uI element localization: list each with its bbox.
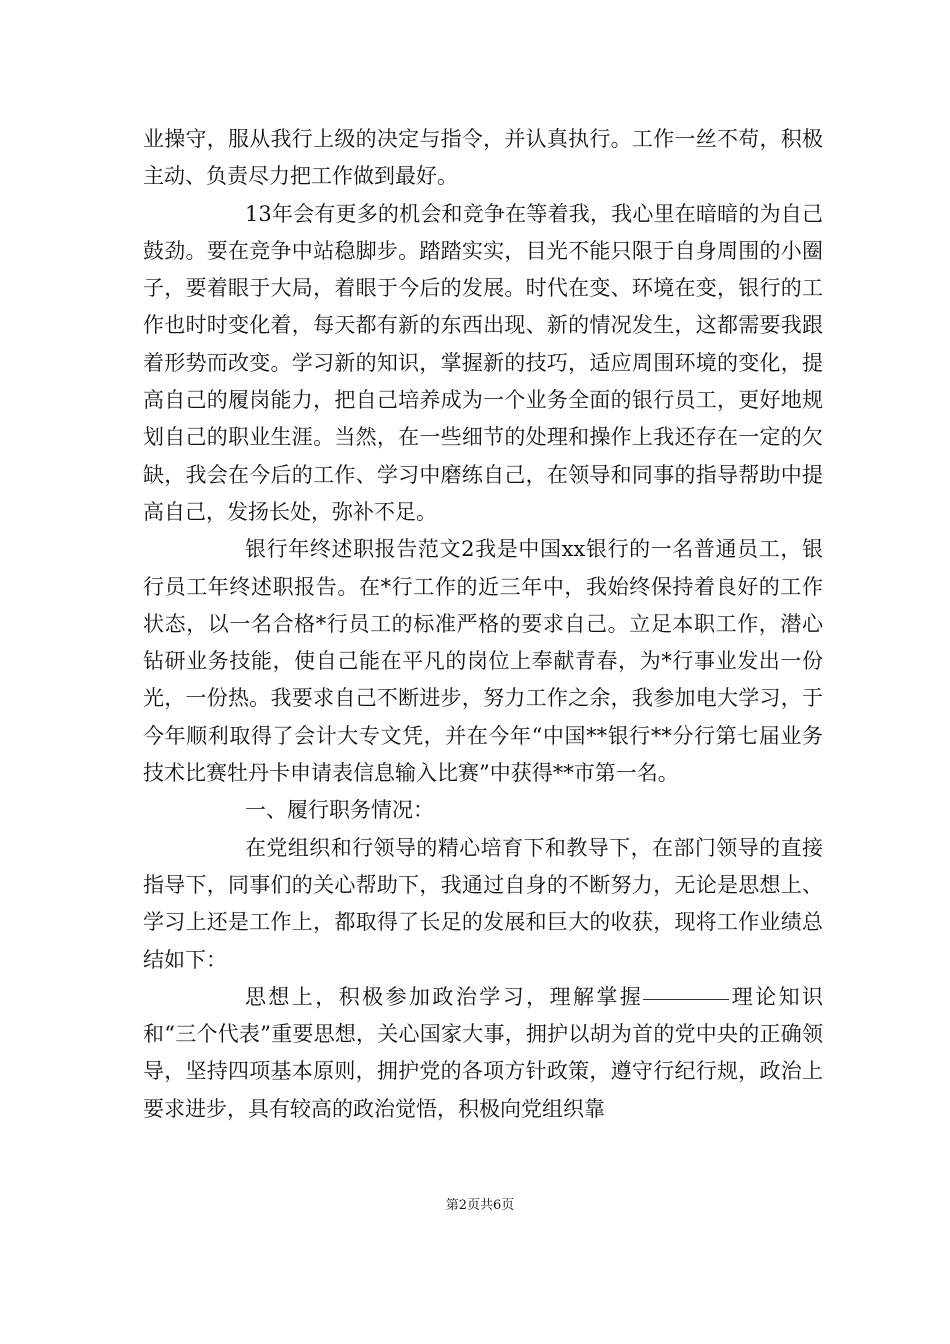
document-body: [143, 121, 823, 1128]
paragraph-year-outlook: 13年会有更多的机会和竞争在等着我，我心里在暗暗的为自己鼓劲。要在竞争中站稳脚步。踏踏实实，目光不能只限于自身周围的小圈子，要着眼于大局，着眼于今后的发展。时代在变、环境在变，银行的工作也时时变化着，每天都有新的东西出现、新的情况发生，这都需要我跟着形势而改变。学习新的知识，掌握新的技巧，适应周围环境的变化，提高自己的履岗能力，把自己培养成为一个业务全面的银行员工，更好地规划自己的职业生涯。当然，在一些细节的处理和操作上我还存在一定的欠缺，我会在今后的工作、学习中磨练自己，在领导和同事的指导帮助中提高自己，发扬长处，弥补不足。: [143, 201, 823, 524]
paragraph-report-sample-2: 银行年终述职报告范文2我是中国xx银行的一名普通员工，银行员工年终述职报告。在*行工作的近三年中，我始终保持着良好的工作状态，以一名合格*行员工的标准严格的要求自己。立足本职工作，潜心钻研业务技能，使自己能在平凡的岗位上奉献青春，为*行事业发出一份光，一份热。我要求自己不断进步，努力工作之余，我参加电大学习，于今年顺利取得了会计大专文凭，并在今年“中国**银行**分行第七届业务技术比赛牡丹卡申请表信息输入比赛”中获得**市第一名。: [143, 537, 823, 786]
paragraph-ideology: [143, 979, 823, 1128]
page-number: 第2页共6页: [445, 1198, 515, 1213]
underline-blank: [643, 998, 729, 1000]
ideology-text-after: 理论知识和“三个代表”重要思想，关心国家大事，拥护以胡为首的党中央的正确领导，坚持四项基本原则，拥护党的各项方针政策，遵守行纪行规，政治上要求进步，具有较高的政治觉悟，积极向党组织靠: [143, 984, 824, 1121]
page-footer: [0, 1197, 950, 1215]
ideology-text-before: 思想上，积极参加政治学习，理解掌握: [245, 984, 644, 1009]
section-heading-duties: 一、履行职务情况：: [245, 798, 434, 823]
paragraph-guidance: 在党组织和行领导的精心培育下和教导下，在部门领导的直接指导下，同事们的关心帮助下，我通过自身的不断努力，无论是思想上、学习上还是工作上，都取得了长足的发展和巨大的收获，现将工作业绩总结如下：: [143, 835, 823, 972]
paragraph-continued-duty: 业操守，服从我行上级的决定与指令，并认真执行。工作一丝不苟，积极主动、负责尽力把工作做到最好。: [143, 127, 823, 189]
